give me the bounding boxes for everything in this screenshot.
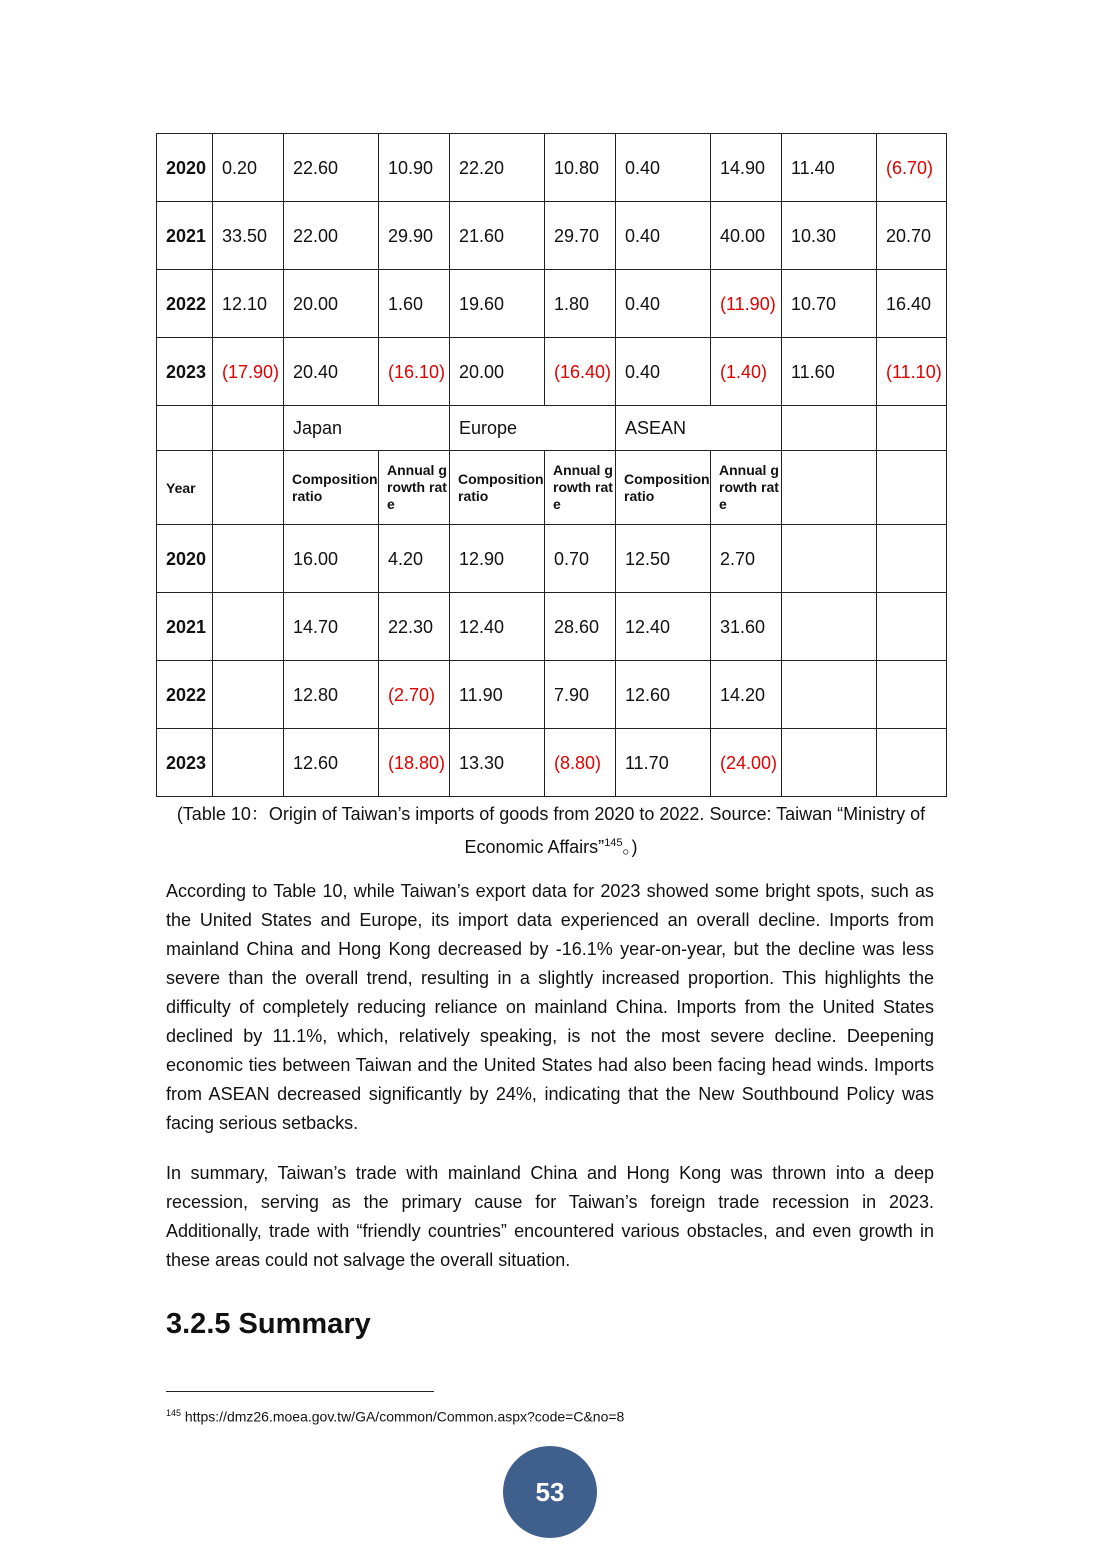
value-cell: 11.40: [782, 134, 877, 202]
annual-growth-header: Annual growth rate: [545, 451, 616, 525]
year-cell: 2021: [157, 593, 213, 661]
value-cell: 12.50: [616, 525, 711, 593]
table-row: [157, 202, 947, 270]
value-cell: 0.70: [545, 525, 616, 593]
value-cell: 0.20: [213, 134, 284, 202]
table-row: [157, 593, 947, 661]
empty-cell: [877, 661, 947, 729]
value-cell: 33.50: [213, 202, 284, 270]
empty-cell: [877, 593, 947, 661]
value-cell: (16.40): [545, 338, 616, 406]
year-cell: 2023: [157, 729, 213, 797]
empty-cell: [782, 525, 877, 593]
annual-growth-header: Annual growth rate: [379, 451, 450, 525]
summary-paragraph: In summary, Taiwan’s trade with mainland China and Hong Kong was thrown into a deep recession, serving as the primary cause for Taiwan’s foreign trade recession in 2023. Additionally, trade with “friendly countries” encountered various obstacles, and even growth in these areas could not salvage the overall situation.: [166, 1163, 934, 1270]
year-cell: 2023: [157, 338, 213, 406]
value-cell: (17.90): [213, 338, 284, 406]
value-cell: 19.60: [450, 270, 545, 338]
page-number: 53: [535, 1476, 565, 1507]
empty-cell: [157, 406, 213, 451]
value-cell: 12.80: [284, 661, 379, 729]
value-cell: 10.90: [379, 134, 450, 202]
value-cell: (18.80): [379, 729, 450, 797]
empty-cell: [877, 406, 947, 451]
footnote-link[interactable]: https://dmz26.moea.gov.tw/GA/common/Common.aspx?code=C&no=8: [184, 1408, 625, 1425]
empty-cell: [877, 729, 947, 797]
year-cell: 2021: [157, 202, 213, 270]
region-name: ASEAN: [616, 406, 782, 451]
value-cell: 29.70: [545, 202, 616, 270]
value-cell: (2.70): [379, 661, 450, 729]
value-cell: (16.10): [379, 338, 450, 406]
value-cell: 7.90: [545, 661, 616, 729]
table-row: [157, 729, 947, 797]
section-heading: 3.2.5 Summary: [166, 1308, 371, 1340]
value-cell: 11.90: [450, 661, 545, 729]
value-cell: 12.60: [284, 729, 379, 797]
value-cell: (11.90): [711, 270, 782, 338]
table-caption: (Table 10：Origin of Taiwan’s imports of goods from 2020 to 2022. Source: Taiwan “Ministry of Economic Affairs”$^{145}$。): [176, 804, 926, 857]
value-cell: 20.40: [284, 338, 379, 406]
value-cell: 14.70: [284, 593, 379, 661]
value-cell: 20.00: [450, 338, 545, 406]
footnote: $^{145}$ https://dmz26.moea.gov.tw/GA/common/Common.aspx?code=C&no=8: [166, 1408, 625, 1425]
year-header: Year: [157, 451, 213, 525]
value-cell: 0.40: [616, 134, 711, 202]
value-cell: 13.30: [450, 729, 545, 797]
value-cell: 21.60: [450, 202, 545, 270]
value-cell: 1.80: [545, 270, 616, 338]
empty-cell: [213, 661, 284, 729]
empty-cell: [877, 525, 947, 593]
composition-ratio-header: Composition ratio: [284, 451, 379, 525]
value-cell: 31.60: [711, 593, 782, 661]
value-cell: 1.60: [379, 270, 450, 338]
value-cell: 22.60: [284, 134, 379, 202]
year-cell: 2022: [157, 270, 213, 338]
empty-cell: [782, 451, 877, 525]
value-cell: 11.70: [616, 729, 711, 797]
value-cell: 12.40: [616, 593, 711, 661]
year-cell: 2020: [157, 134, 213, 202]
table-row: [157, 661, 947, 729]
footnote-divider: [166, 1391, 434, 1392]
value-cell: 16.40: [877, 270, 947, 338]
region-name: Europe: [450, 406, 616, 451]
value-cell: 10.70: [782, 270, 877, 338]
value-cell: (8.80): [545, 729, 616, 797]
value-cell: 29.90: [379, 202, 450, 270]
empty-cell: [782, 406, 877, 451]
region-name: Japan: [284, 406, 450, 451]
value-cell: (11.10): [877, 338, 947, 406]
table-row: [157, 525, 947, 593]
annual-growth-header: Annual growth rate: [711, 451, 782, 525]
table-row: [157, 338, 947, 406]
value-cell: 0.40: [616, 202, 711, 270]
composition-ratio-header: Composition ratio: [616, 451, 711, 525]
value-cell: 20.70: [877, 202, 947, 270]
year-cell: 2020: [157, 525, 213, 593]
empty-cell: [213, 406, 284, 451]
analysis-paragraph: According to Table 10, while Taiwan’s export data for 2023 showed some bright spots, such as the United States and Europe, its import data experienced an overall decline. Imports from mainland China and Hong Kong decreased by -16.1% year-on-year, but the decline was less severe than the overall trend, resulting in a slightly increased proportion. This highlights the difficulty of completely reducing reliance on mainland China. Imports from the United States declined by 11.1%, which, relatively speaking, is not the most severe decline. Deepening economic ties between Taiwan and the United States had also been facing head winds. Imports from ASEAN decreased significantly by 24%, indicating that the New Southbound Policy was facing serious setbacks.: [166, 881, 934, 1133]
table-row: [157, 134, 947, 202]
value-cell: 12.40: [450, 593, 545, 661]
empty-cell: [213, 729, 284, 797]
value-cell: 12.60: [616, 661, 711, 729]
value-cell: (6.70): [877, 134, 947, 202]
value-cell: 10.80: [545, 134, 616, 202]
column-header-row: [157, 451, 947, 525]
value-cell: 12.10: [213, 270, 284, 338]
empty-cell: [782, 593, 877, 661]
value-cell: 22.20: [450, 134, 545, 202]
value-cell: 14.20: [711, 661, 782, 729]
value-cell: 40.00: [711, 202, 782, 270]
value-cell: (1.40): [711, 338, 782, 406]
empty-cell: [213, 593, 284, 661]
value-cell: 11.60: [782, 338, 877, 406]
value-cell: 0.40: [616, 270, 711, 338]
value-cell: (24.00): [711, 729, 782, 797]
empty-cell: [782, 661, 877, 729]
value-cell: 20.00: [284, 270, 379, 338]
region-header-row: [157, 406, 947, 451]
value-cell: 2.70: [711, 525, 782, 593]
value-cell: 4.20: [379, 525, 450, 593]
value-cell: 12.90: [450, 525, 545, 593]
value-cell: 22.00: [284, 202, 379, 270]
value-cell: 10.30: [782, 202, 877, 270]
value-cell: 28.60: [545, 593, 616, 661]
empty-cell: [877, 451, 947, 525]
imports-origin-table: [156, 133, 947, 797]
value-cell: 0.40: [616, 338, 711, 406]
value-cell: 22.30: [379, 593, 450, 661]
year-cell: 2022: [157, 661, 213, 729]
composition-ratio-header: Composition ratio: [450, 451, 545, 525]
page-number-badge: [503, 1446, 597, 1538]
empty-cell: [213, 525, 284, 593]
value-cell: 14.90: [711, 134, 782, 202]
value-cell: 16.00: [284, 525, 379, 593]
table-row: [157, 270, 947, 338]
empty-cell: [213, 451, 284, 525]
empty-cell: [782, 729, 877, 797]
